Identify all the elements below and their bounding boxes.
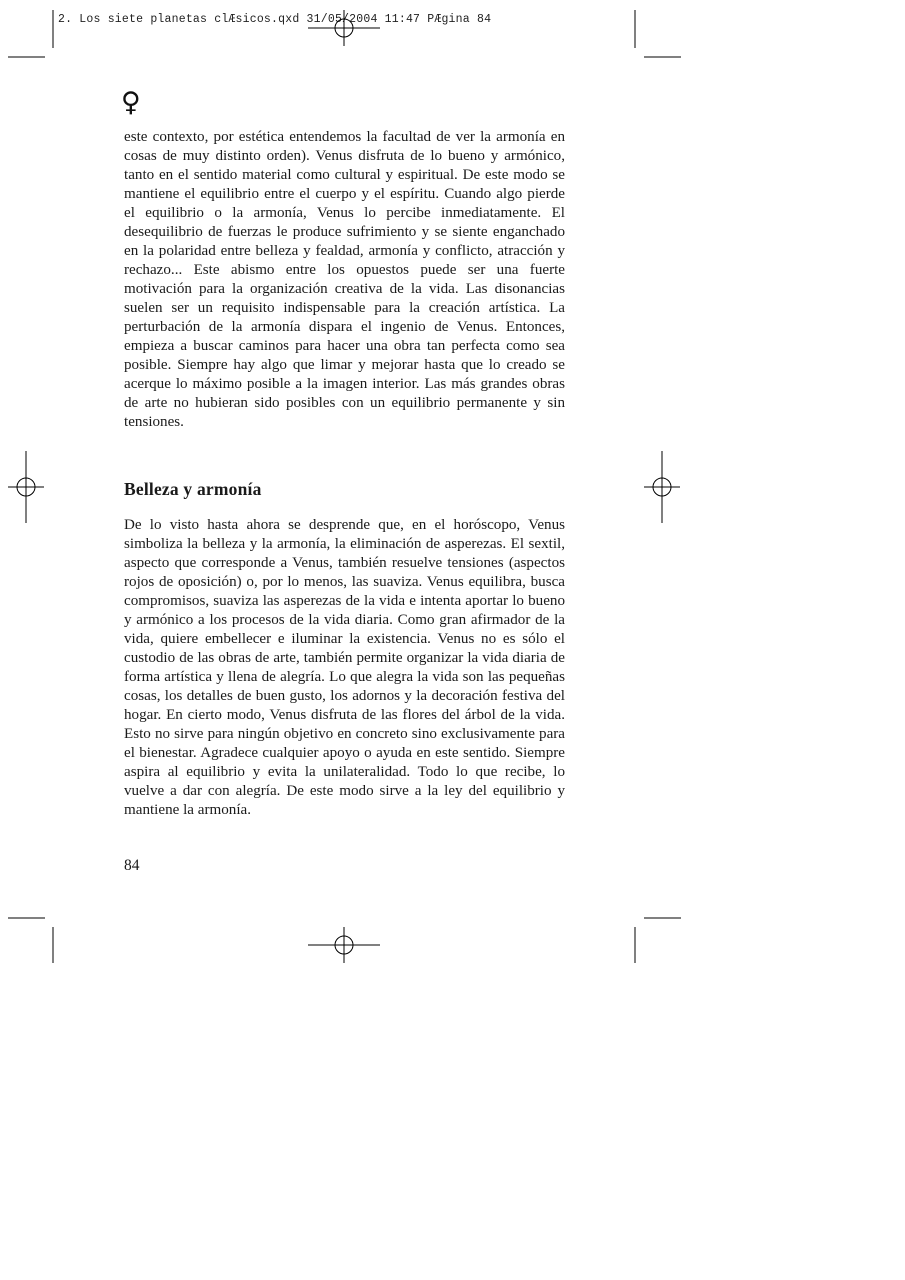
section-heading: Belleza y armonía: [124, 479, 262, 499]
body-paragraph-1: este contexto, por estética entendemos la facultad de ver la armonía en cosas de muy distinto orden). Venus disfruta de lo bueno y armónico, tanto en el sentido material como cultural y espiritual. De este modo se mantiene el equilibrio entre el cuerpo y el espíritu. Cuando algo pierde el equilibrio o la armonía, Venus lo percibe inmediatamente. El desequilibrio de fuerzas le produce sufrimiento y se siente enganchado en la polaridad entre belleza y fealdad, armonía y conflicto, atracción y rechazo... Este abismo entre los opuestos puede ser una fuerte motivación para la organización creativa de la vida. Las disonancias suelen ser un requisito indispensable para la creación artística. La perturbación de la armonía dispara el ingenio de Venus. Entonces, empieza a buscar caminos para hacer una obra tan perfecta como sea posible. Siempre hay algo que limar y mejorar hasta que lo creado se acerque lo máximo posible a la imagen interior. Las más grandes obras de arte no hubieran sido posibles con un equilibrio permanente y sin tensiones.: [124, 129, 565, 430]
print-slug-line: 2. Los siete planetas clÆsicos.qxd 31/05/2004 11:47 PÆgina 84: [58, 13, 492, 26]
venus-symbol-icon: ♀: [121, 87, 141, 118]
body-paragraph-2: De lo visto hasta ahora se desprende que, en el horóscopo, Venus simboliza la belleza y la armonía, la eliminación de asperezas. El sextil, aspecto que corresponde a Venus, también resuelve tensiones (aspectos rojos de oposición) o, por lo menos, las suaviza. Venus equilibra, busca compromisos, suaviza las asperezas de la vida e intenta aportar lo bueno y armónico a los procesos de la vida diaria. Como gran afirmador de la vida, quiere embellecer e iluminar la existencia. Venus no es sólo el custodio de las obras de arte, también permite organizar la vida diaria de forma artística y llena de alegría. Lo que alegra la vida son las pequeñas cosas, los detalles de buen gusto, los adornos y la decoración festiva del hogar. En cierto modo, Venus disfruta de las flores del árbol de la vida. Esto no sirve para ningún objetivo en concreto sino exclusivamente para el bienestar. Agradece cualquier apoyo o ayuda en este sentido. Siempre aspira al equilibrio y evita la unilateralidad. Todo lo que recibe, lo vuelve a dar con alegría. De este modo sirve a la ley del equilibrio y mantiene la armonía.: [124, 517, 565, 818]
page-number: 84: [124, 857, 140, 874]
